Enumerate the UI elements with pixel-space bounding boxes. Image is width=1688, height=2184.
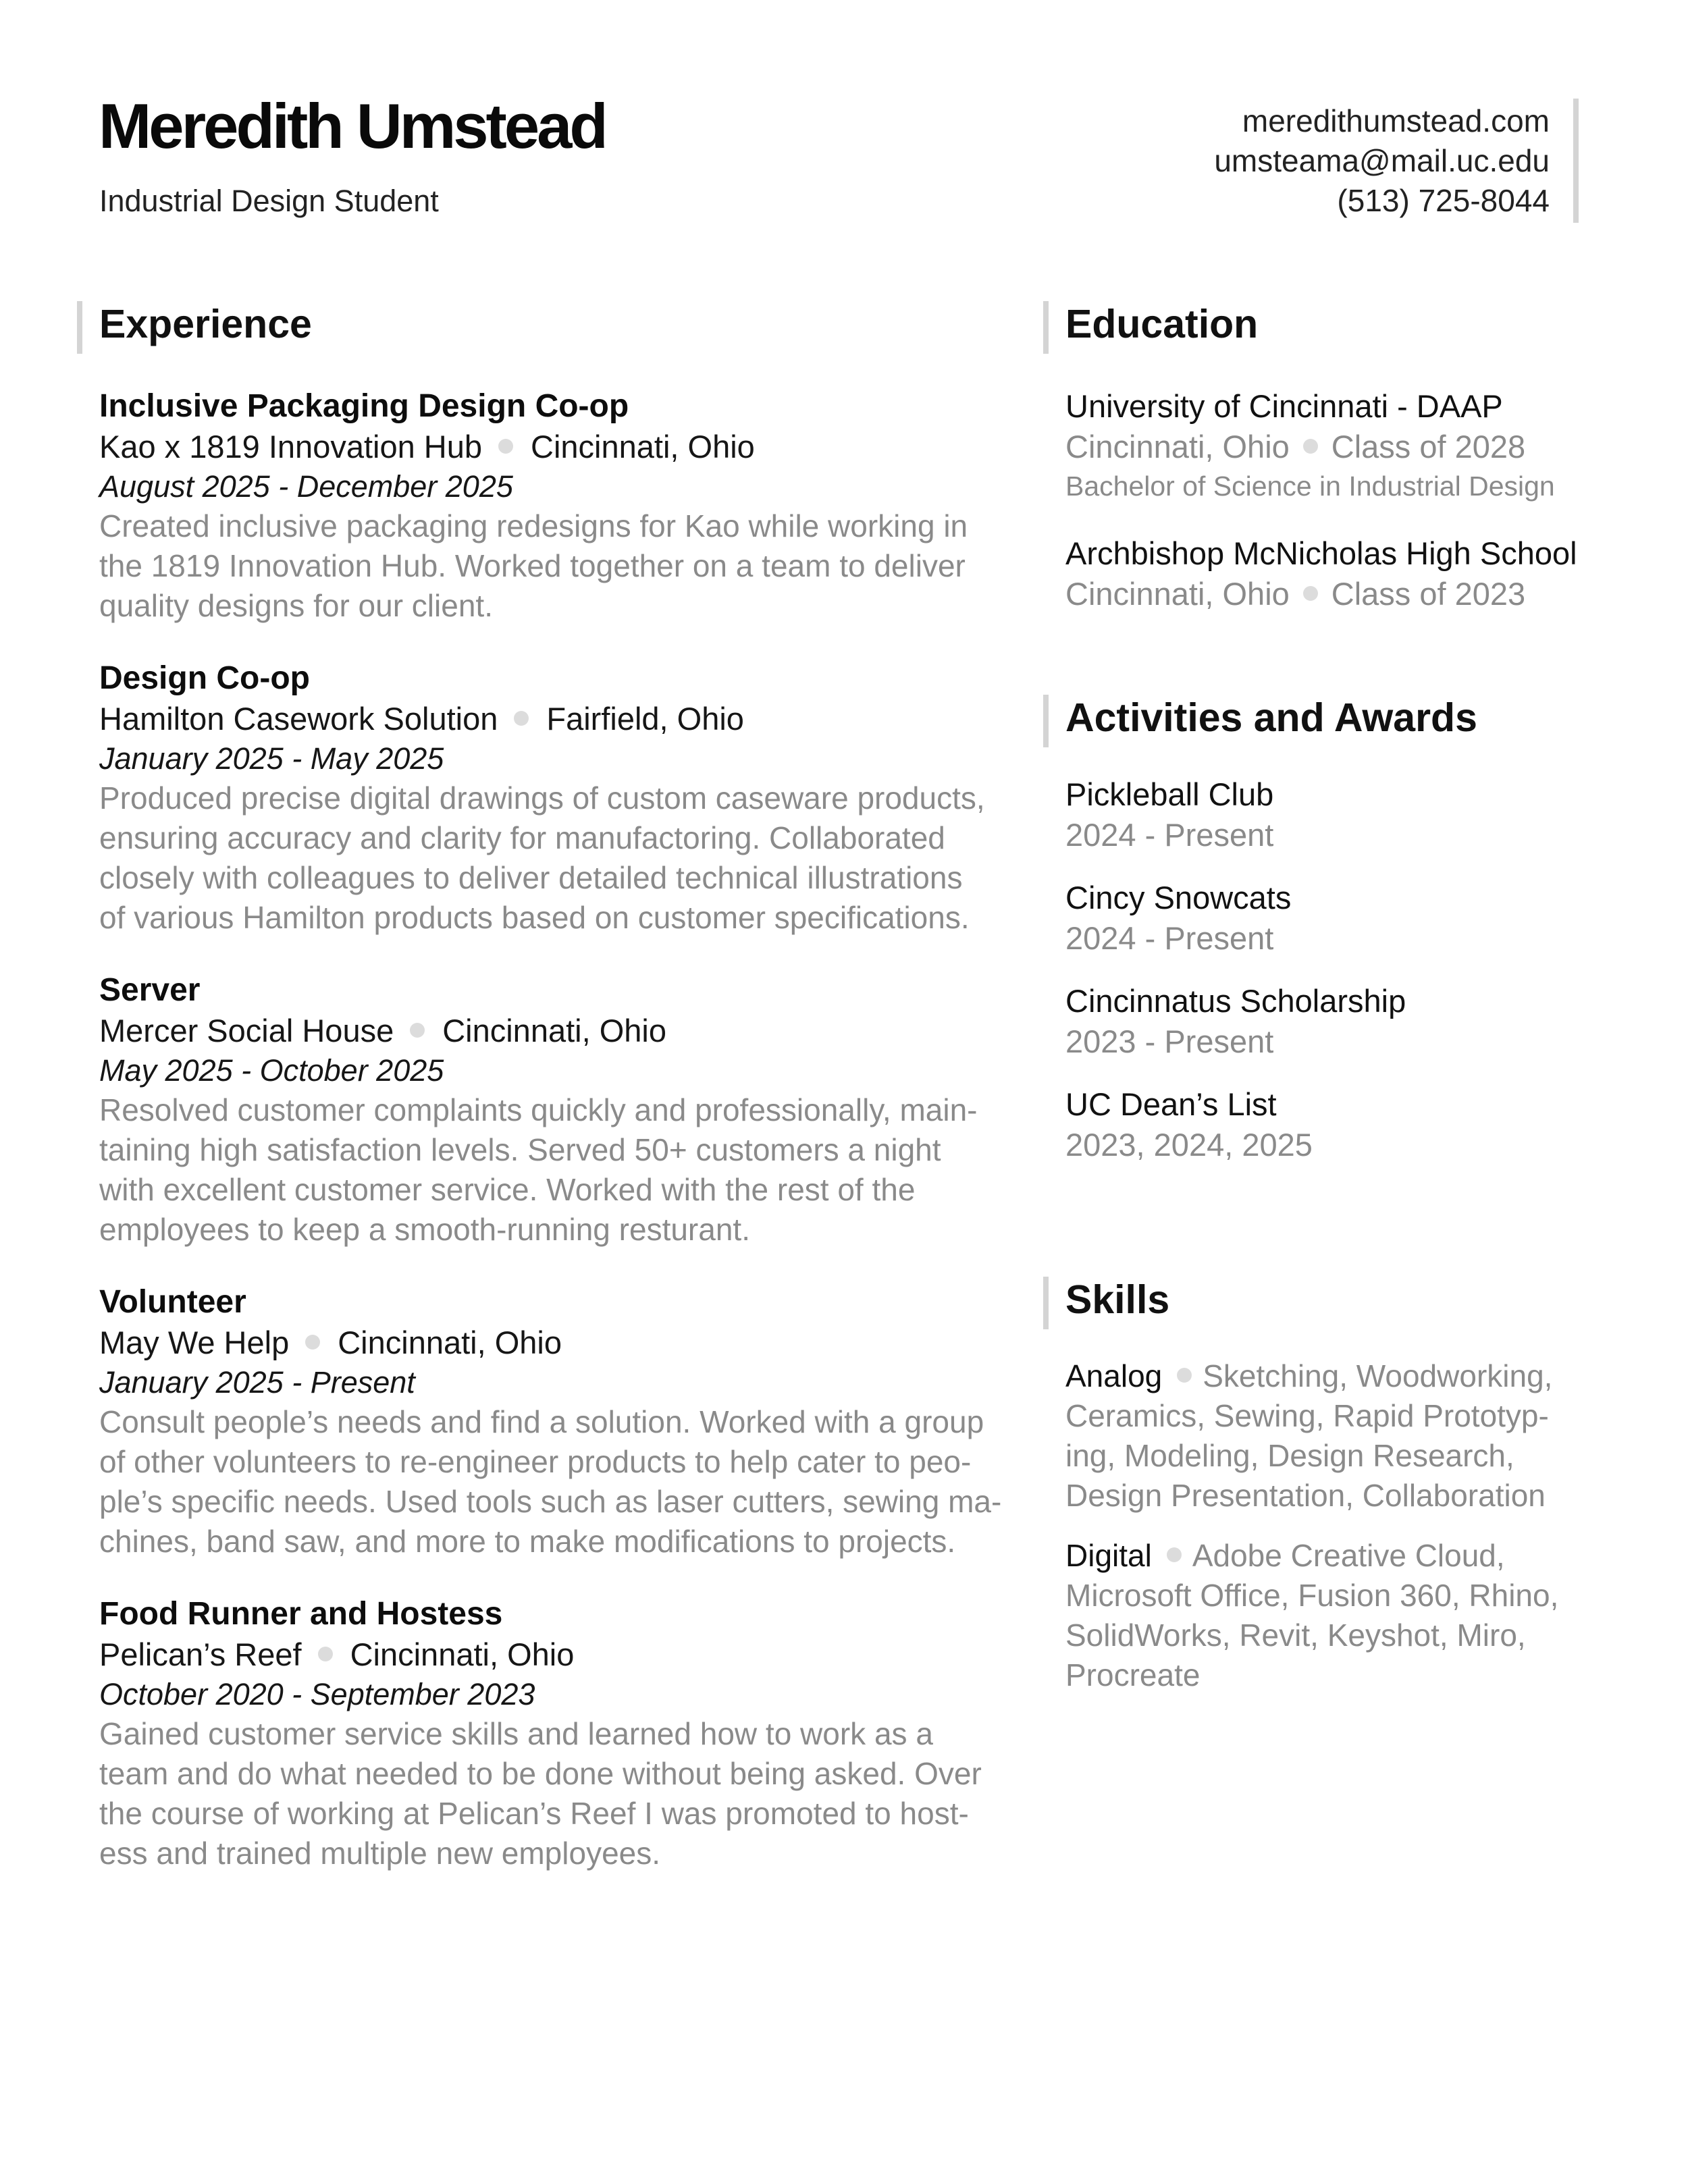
contact-block xyxy=(1214,101,1550,221)
bullet-dot-icon xyxy=(410,1023,425,1038)
skill-line: Adobe Creative Cloud, xyxy=(1192,1538,1505,1573)
section-heading-experience xyxy=(99,297,1024,351)
experience-entry xyxy=(99,386,1024,626)
skill-line: Ceramics, Sewing, Rapid Prototyp- xyxy=(1065,1398,1549,1433)
description-line: Consult people’s needs and find a solution. Worked with a group xyxy=(99,1404,984,1439)
description-line: closely with colleagues to deliver detailed technical illustrations xyxy=(99,860,963,895)
job-org-line xyxy=(99,1011,1024,1050)
experience-section xyxy=(99,297,1024,1873)
bullet-dot-icon xyxy=(318,1647,333,1661)
activity-name: Cincy Snowcats xyxy=(1065,880,1292,915)
job-title: Inclusive Packaging Design Co-op xyxy=(99,388,629,424)
job-title: Design Co-op xyxy=(99,660,310,696)
description-line: Resolved customer complaints quickly and professionally, main- xyxy=(99,1092,978,1127)
candidate-title: Industrial Design Student xyxy=(99,184,439,218)
job-dates: May 2025 - October 2025 xyxy=(99,1053,444,1088)
job-organization: Kao x 1819 Innovation Hub xyxy=(99,429,483,464)
description-line: employees to keep a smooth-running resturant. xyxy=(99,1212,750,1247)
activity-item xyxy=(1065,774,1599,855)
school-name: University of Cincinnati - DAAP xyxy=(1065,388,1503,424)
job-org-line xyxy=(99,1634,1024,1674)
school-location: Cincinnati, Ohio xyxy=(1065,429,1290,464)
section-heading-text: Experience xyxy=(99,302,312,346)
description-line: Produced precise digital drawings of custom caseware products, xyxy=(99,780,985,816)
job-dates: August 2025 - December 2025 xyxy=(99,469,513,504)
activity-years: 2024 - Present xyxy=(1065,920,1274,956)
skill-group-analog xyxy=(1065,1356,1599,1516)
experience-entry xyxy=(99,658,1024,938)
school-class: Class of 2023 xyxy=(1331,576,1526,612)
description-line: chines, band saw, and more to make modifications to projects. xyxy=(99,1524,956,1559)
description-line: taining high satisfaction levels. Served 50+ customers a night xyxy=(99,1132,941,1167)
skill-line: Procreate xyxy=(1065,1657,1201,1693)
description-line: the 1819 Innovation Hub. Worked together on a team to deliver xyxy=(99,548,966,583)
description-line: ess and trained multiple new employees. xyxy=(99,1836,661,1871)
degree: Bachelor of Science in Industrial Design xyxy=(1065,471,1555,502)
job-organization: May We Help xyxy=(99,1325,290,1360)
skills-list xyxy=(1065,1356,1599,1695)
skill-group-digital xyxy=(1065,1536,1599,1695)
job-description xyxy=(99,778,1024,938)
bullet-dot-icon xyxy=(305,1335,320,1350)
bullet-dot-icon xyxy=(1303,439,1318,454)
bullet-dot-icon xyxy=(514,711,529,726)
description-line: ple’s specific needs. Used tools such as laser cutters, sewing ma- xyxy=(99,1484,1002,1519)
experience-entry xyxy=(99,1282,1024,1562)
job-title: Volunteer xyxy=(99,1284,246,1320)
bullet-dot-icon xyxy=(498,439,513,454)
section-marker xyxy=(1043,301,1049,354)
section-marker xyxy=(1043,695,1049,747)
section-heading-text: Activities and Awards xyxy=(1065,695,1477,740)
description-line: ensuring accuracy and clarity for manufactoring. Collaborated xyxy=(99,820,945,855)
section-heading-text: Skills xyxy=(1065,1277,1170,1322)
description-line: Created inclusive packaging redesigns for Kao while working in xyxy=(99,508,968,543)
school-name: Archbishop McNicholas High School xyxy=(1065,535,1577,571)
skill-line: ing, Modeling, Design Research, xyxy=(1065,1438,1514,1473)
activity-years: 2024 - Present xyxy=(1065,817,1274,853)
job-location: Cincinnati, Ohio xyxy=(338,1325,562,1360)
skill-label: Analog xyxy=(1065,1358,1163,1393)
school-location: Cincinnati, Ohio xyxy=(1065,576,1290,612)
sidebar-column xyxy=(1065,297,1599,1695)
job-title: Food Runner and Hostess xyxy=(99,1596,503,1632)
skill-line: Design Presentation, Collaboration xyxy=(1065,1478,1546,1513)
website-link[interactable]: meredithumstead.com xyxy=(1242,103,1550,138)
job-org-line xyxy=(99,699,1024,739)
job-organization: Hamilton Casework Solution xyxy=(99,701,498,737)
job-location: Cincinnati, Ohio xyxy=(350,1636,575,1672)
description-line: Gained customer service skills and learned how to work as a xyxy=(99,1716,933,1751)
skill-line: Sketching, Woodworking, xyxy=(1203,1358,1553,1393)
skill-line: SolidWorks, Revit, Keyshot, Miro, xyxy=(1065,1618,1526,1653)
description-line: of other volunteers to re-engineer products to help cater to peo- xyxy=(99,1444,972,1479)
job-location: Cincinnati, Ohio xyxy=(531,429,755,464)
experience-list xyxy=(99,386,1024,1873)
skill-label: Digital xyxy=(1065,1538,1152,1573)
job-org-line xyxy=(99,1323,1024,1362)
school-meta xyxy=(1065,574,1599,614)
section-heading-skills xyxy=(1065,1273,1599,1327)
description-line: team and do what needed to be done without being asked. Over xyxy=(99,1756,982,1791)
activity-years: 2023, 2024, 2025 xyxy=(1065,1127,1313,1163)
activity-item xyxy=(1065,1084,1599,1165)
job-dates: January 2025 - May 2025 xyxy=(99,741,444,776)
school-meta xyxy=(1065,427,1599,467)
activity-item xyxy=(1065,878,1599,958)
section-heading-activities xyxy=(1065,691,1599,745)
job-description xyxy=(99,506,1024,626)
activities-list xyxy=(1065,774,1599,1165)
job-description xyxy=(99,1090,1024,1250)
activity-name: Cincinnatus Scholarship xyxy=(1065,983,1406,1019)
section-heading-education xyxy=(1065,297,1599,351)
job-location: Fairfield, Ohio xyxy=(546,701,744,737)
section-marker xyxy=(1043,1277,1049,1329)
bullet-dot-icon xyxy=(1167,1547,1182,1562)
activity-years: 2023 - Present xyxy=(1065,1023,1274,1059)
job-org-line xyxy=(99,427,1024,467)
contact-divider xyxy=(1573,99,1579,223)
job-organization: Pelican’s Reef xyxy=(99,1636,302,1672)
skills-section xyxy=(1065,1273,1599,1695)
section-heading-text: Education xyxy=(1065,302,1259,346)
bullet-dot-icon xyxy=(1177,1368,1192,1383)
description-line: quality designs for our client. xyxy=(99,588,493,623)
description-line: the course of working at Pelican’s Reef I was promoted to host- xyxy=(99,1796,969,1831)
email-link[interactable]: umsteama@mail.uc.edu xyxy=(1214,143,1550,178)
job-location: Cincinnati, Ohio xyxy=(442,1013,666,1048)
job-description xyxy=(99,1714,1024,1873)
education-entry xyxy=(1065,386,1599,506)
job-dates: January 2025 - Present xyxy=(99,1365,415,1400)
activities-section xyxy=(1065,691,1599,1165)
job-description xyxy=(99,1402,1024,1562)
activity-name: UC Dean’s List xyxy=(1065,1086,1277,1122)
job-title: Server xyxy=(99,972,201,1008)
phone-number[interactable]: (513) 725-8044 xyxy=(1337,183,1550,218)
section-marker xyxy=(77,301,82,354)
candidate-name: Meredith Umstead xyxy=(99,90,606,161)
activity-item xyxy=(1065,981,1599,1061)
school-class: Class of 2028 xyxy=(1331,429,1526,464)
experience-entry xyxy=(99,1594,1024,1873)
activity-name: Pickleball Club xyxy=(1065,776,1274,812)
experience-entry xyxy=(99,970,1024,1250)
description-line: of various Hamilton products based on customer specifications. xyxy=(99,900,970,935)
job-dates: October 2020 - September 2023 xyxy=(99,1677,535,1711)
education-entry xyxy=(1065,533,1599,614)
education-section xyxy=(1065,297,1599,614)
skill-line: Microsoft Office, Fusion 360, Rhino, xyxy=(1065,1578,1559,1613)
description-line: with excellent customer service. Worked with the rest of the xyxy=(99,1172,916,1207)
bullet-dot-icon xyxy=(1303,586,1318,601)
job-organization: Mercer Social House xyxy=(99,1013,394,1048)
